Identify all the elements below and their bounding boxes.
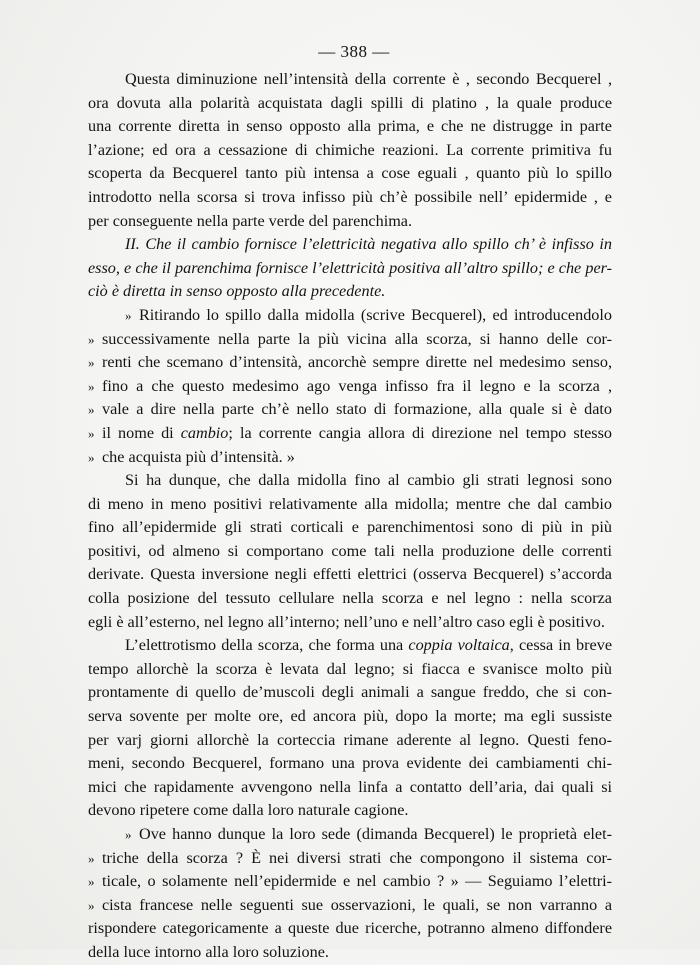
quote-mark: » — [88, 425, 95, 441]
text-line — [88, 375, 612, 399]
text-line: fino all’epidermide gli strati corticali e parenchimentosi sono di più in più — [88, 518, 612, 537]
text-line: una corrente diretta in senso opposto alla prima, e che ne distrugge in parte — [88, 117, 612, 136]
text-line: mici che rapidamente avvengono nella linfa a contatto dell’aria, dai quali si — [88, 777, 612, 796]
line-text: fino a che questo medesimo ago venga infisso fra il legno e la scorza , — [102, 376, 612, 395]
quote-mark: » — [88, 449, 95, 465]
text-line: positivi, od almeno si comportano come tali nella produzione delle correnti — [88, 541, 612, 560]
text-line — [88, 351, 612, 375]
text-line: colla posizione del tessuto cellulare nella scorza e nel legno : nella scorza — [88, 589, 612, 608]
text-line: egli è all’esterno, nel legno all’interno; nell’uno e nell’altro caso egli è positivo. — [88, 612, 605, 631]
text-line: meni, secondo Becquerel, formano una prova evidente dei cambiamenti chi- — [88, 754, 612, 773]
text-line: prontamente di quello de’muscoli degli animali a sangue freddo, che si con- — [88, 683, 612, 702]
line-text-cambio: il nome di cambio; la corrente cangia allora di direzione nel tempo stesso — [102, 423, 612, 442]
line-text: Ove hanno dunque la loro sede (dimanda Becquerel) le proprietà elet- — [139, 825, 612, 843]
text-line — [88, 847, 612, 871]
document-page — [88, 38, 612, 965]
text-line — [88, 422, 612, 446]
text-line: ora dovuta alla polarità acquistata dagli spilli di platino , la quale produce — [88, 93, 612, 112]
text-line: della luce intorno alla loro soluzione. — [88, 942, 329, 961]
text-line: l’azione; ed ora a cessazione di chimiche reazioni. La corrente primitiva fu — [88, 140, 612, 159]
paragraph-4 — [88, 469, 612, 634]
quote-mark: » — [125, 307, 132, 323]
paragraph-6-quote — [88, 823, 612, 965]
quote-mark: » — [88, 874, 95, 890]
paragraph-5 — [88, 634, 612, 823]
text-line: di meno in meno positivi relativamente alla midolla; mentre che dal cambio — [88, 494, 612, 513]
line-text: vale a dire nella parte ch’è nello stato di formazione, alla quale si è dato — [102, 400, 612, 419]
quote-mark: » — [88, 378, 95, 394]
line-text: che acquista più d’intensità. » — [102, 447, 295, 466]
text-line: serva sovente per molte ore, ed ancora più, dopo la morte; ma egli sussiste — [88, 707, 612, 726]
text-line-coppia: L’elettrotismo della scorza, che forma una coppia voltaica, cessa in breve — [125, 636, 612, 655]
paragraph-1 — [88, 68, 612, 233]
quote-mark: » — [88, 355, 95, 371]
text-line: rispondere categoricamente a queste due ricerche, potranno almeno diffondere — [88, 919, 612, 938]
text-line: introdotto nella scorsa si trova infisso più ch’è possibile nell’ epidermide , e — [88, 187, 612, 206]
quote-mark: » — [88, 331, 95, 347]
text-line: scoperta da Becquerel tanto più intensa a cose eguali , quanto più lo spillo — [88, 164, 612, 183]
text-line: derivate. Questa inversione negli effetti elettrici (osserva Becquerel) s’accorda — [88, 565, 612, 584]
line-text: successivamente nella parte la più vicina alla scorza, si hanno delle cor- — [102, 329, 612, 348]
text-line: devono ripetere come dalla loro naturale cagione. — [88, 801, 409, 820]
text-line: ciò è diretta in senso opposto alla precedente. — [88, 282, 386, 301]
text-line — [88, 446, 612, 470]
text-line — [88, 398, 612, 422]
quote-mark: » — [88, 897, 95, 913]
text-line: per conseguente nella parte verde del parenchima. — [88, 211, 413, 230]
text-line — [88, 870, 612, 894]
line-text: triche della scorza ? È nei diversi strati che compongono il sistema cor- — [102, 848, 612, 867]
paragraph-3-quote — [88, 304, 612, 469]
line-text: Ritirando lo spillo dalla midolla (scrive Becquerel), ed introducendolo — [139, 305, 612, 324]
quote-mark: » — [88, 402, 95, 418]
text-line — [88, 328, 612, 352]
text-line: esso, e che il parenchima fornisce l’elettricità positiva all’altro spillo; e che per- — [88, 258, 612, 277]
quote-mark: » — [88, 850, 95, 866]
paragraph-2 — [88, 233, 612, 304]
text-line — [88, 823, 612, 847]
line-text: renti che scemano d’intensità, ancorchè sempre dirette nel medesimo senso, — [102, 353, 612, 372]
emphasis: coppia voltaica — [408, 636, 510, 655]
page-number: — 388 — — [318, 42, 390, 61]
text-line: tempo allorchè la scorza è levata dal legno; si fiacca e svanisce molto più — [88, 659, 612, 678]
line-text: ticale, o solamente nell’epidermide e nel cambio ? » — Seguiamo l’elettri- — [102, 872, 612, 891]
text-line: Questa diminuzione nell’intensità della corrente è , secondo Becquerel , — [125, 70, 612, 88]
text-line — [88, 894, 612, 918]
text-line: II. Che il cambio fornisce l’elettricità negativa allo spillo ch’ è infisso in — [125, 235, 612, 254]
text-line: Si ha dunque, che dalla midolla fino al cambio gli strati legnosi sono — [125, 471, 612, 490]
line-text: cista francese nelle seguenti sue osservazioni, le quali, se non varranno a — [102, 895, 612, 914]
text-line — [88, 304, 612, 328]
text-line: per varj giorni allorchè la corteccia rimane aderente al legno. Questi feno- — [88, 730, 612, 749]
quote-mark: » — [125, 827, 132, 842]
emphasis: cambio — [180, 423, 229, 442]
